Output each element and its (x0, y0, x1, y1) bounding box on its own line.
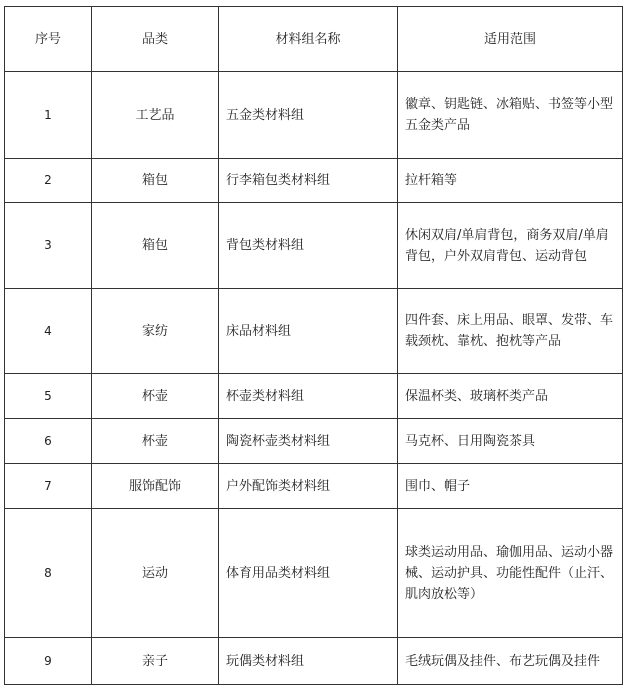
row-scope: 球类运动用品、瑜伽用品、运动小器械、运动护具、功能性配件（止汗、肌肉放松等） (398, 509, 623, 638)
row-index: 6 (5, 419, 92, 464)
material-group-table (4, 6, 623, 685)
row-group-name: 体育用品类材料组 (219, 509, 398, 638)
row-index: 7 (5, 464, 92, 509)
row-index: 2 (5, 159, 92, 203)
row-group-name: 陶瓷杯壶类材料组 (219, 419, 398, 464)
table-header-row (5, 7, 623, 72)
header-index: 序号 (5, 7, 92, 72)
row-category: 家纺 (92, 289, 219, 374)
row-scope: 保温杯类、玻璃杯类产品 (398, 374, 623, 419)
table-row (5, 464, 623, 509)
row-index: 8 (5, 509, 92, 638)
row-group-name: 玩偶类材料组 (219, 638, 398, 685)
row-index: 9 (5, 638, 92, 685)
table-row (5, 159, 623, 203)
row-scope: 四件套、床上用品、眼罩、发带、车载颈枕、靠枕、抱枕等产品 (398, 289, 623, 374)
table-row (5, 374, 623, 419)
row-category: 杯壶 (92, 419, 219, 464)
row-group-name: 行李箱包类材料组 (219, 159, 398, 203)
table-row (5, 203, 623, 289)
table-row (5, 419, 623, 464)
row-group-name: 户外配饰类材料组 (219, 464, 398, 509)
row-scope: 围巾、帽子 (398, 464, 623, 509)
table-row (5, 289, 623, 374)
row-index: 3 (5, 203, 92, 289)
row-scope: 马克杯、日用陶瓷茶具 (398, 419, 623, 464)
header-group-name: 材料组名称 (219, 7, 398, 72)
row-category: 亲子 (92, 638, 219, 685)
table-row (5, 509, 623, 638)
row-scope: 拉杆箱等 (398, 159, 623, 203)
row-index: 5 (5, 374, 92, 419)
row-index: 1 (5, 72, 92, 159)
material-group-table-container (4, 6, 623, 685)
table-row (5, 638, 623, 685)
row-category: 杯壶 (92, 374, 219, 419)
row-scope: 毛绒玩偶及挂件、布艺玩偶及挂件 (398, 638, 623, 685)
row-category: 箱包 (92, 159, 219, 203)
row-category: 运动 (92, 509, 219, 638)
table-row (5, 72, 623, 159)
row-category: 工艺品 (92, 72, 219, 159)
row-group-name: 五金类材料组 (219, 72, 398, 159)
row-scope: 休闲双肩/单肩背包，商务双肩/单肩背包，户外双肩背包、运动背包 (398, 203, 623, 289)
header-scope: 适用范围 (398, 7, 623, 72)
row-group-name: 杯壶类材料组 (219, 374, 398, 419)
row-group-name: 床品材料组 (219, 289, 398, 374)
row-scope: 徽章、钥匙链、冰箱贴、书签等小型五金类产品 (398, 72, 623, 159)
row-index: 4 (5, 289, 92, 374)
row-category: 服饰配饰 (92, 464, 219, 509)
row-category: 箱包 (92, 203, 219, 289)
row-group-name: 背包类材料组 (219, 203, 398, 289)
header-category: 品类 (92, 7, 219, 72)
